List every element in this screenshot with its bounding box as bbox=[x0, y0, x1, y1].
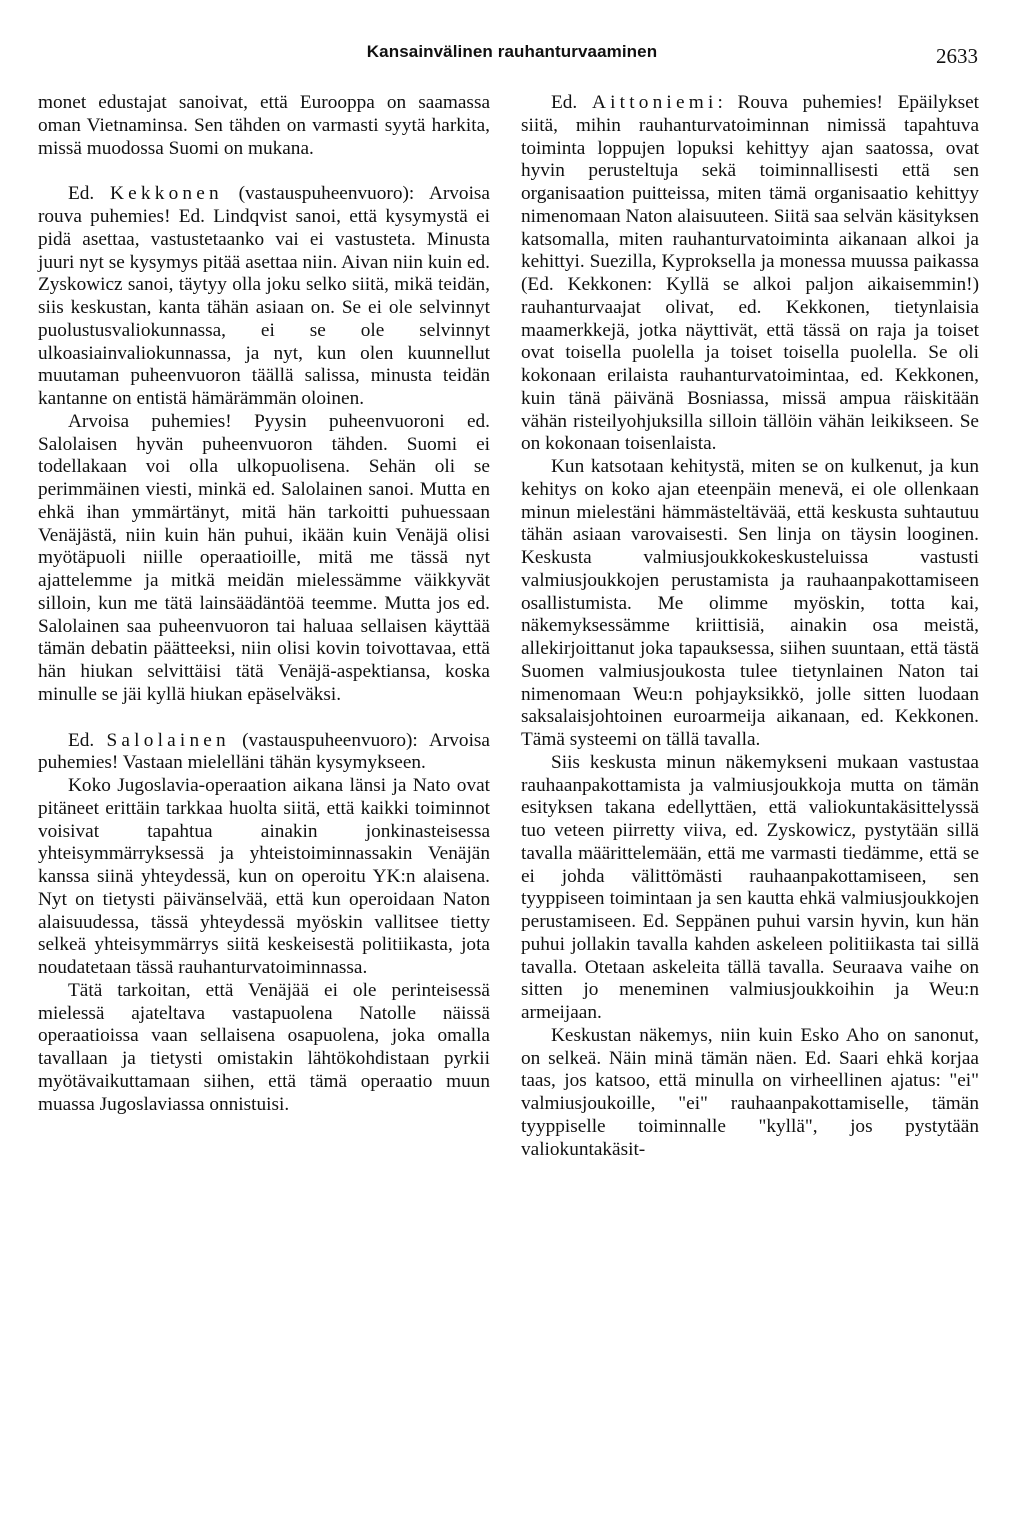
speech-text: : Rouva puhemies! Epäilykset siitä, mihin rauhanturvatoiminnan nimissä tapahtuva toiminta loppujen lopuksi kehittyy ajan saatossa, ovat hyvin perusteltuja sekä toiminnallisesti että sen organisaation puitteissa, miten tämä organisaatio kehittyy nimenomaan Naton alaisuuteen. Siitä saa selvän käsityksen katsomalla, miten rauhanturvatoiminta aikanaan alkoi ja kehittyi. Suezilla, Kyproksella ja monessa muussa paikassa (Ed. Kekkonen: Kyllä se alkoi paljon aikaisemmin!) rauhanturvaajat olivat, ed. Kekkonen, tietynlaisia maamerkkejä, jotka näyttivät, että tässä on raja ja toiset ovat toisella puolella ja toiset toisella puolella. Se oli kokonaan erilaista rauhanturvatoimintaa, ed. Kekkonen, kuin tänä päivänä Bosniassa, missä ampua räiskitään vähän risteilyohjuksilla silloin tällöin vähän leikikseen. Se on kokonaan toisenlaista. bbox=[521, 92, 979, 455]
paragraph: Koko Jugoslavia-operaation aikana länsi ja Nato ovat pitäneet erittäin tarkkaa huolta siitä, että kaikki toiminnot voisivat tapahtua ainakin jonkinasteisessa yhteisymmärryksessä ja yhteistoiminnassakin Venäjän kanssa siinä yhteydessä, kun on operoitu YK:n alaisena. Nyt on tietysti päivänselvää, että kun operoidaan Naton alaisuudessa, tässä yhteydessä myöskin vallitsee tietty selkeä yhteisymmärrys siitä keskeisestä politiikasta, jota noudatetaan tässä rauhanturvatoiminnassa. bbox=[38, 775, 490, 978]
speech-text: (vastauspuheenvuoro): Arvoisa puhemies! Vastaan mielelläni tähän kysymykseen. bbox=[38, 729, 490, 774]
paragraph-gap bbox=[38, 160, 490, 183]
running-header-title: Kansainvälinen rauhanturvaaminen bbox=[366, 42, 658, 61]
speech-prefix: Ed. bbox=[551, 92, 578, 113]
paragraph-gap bbox=[38, 707, 490, 730]
paragraph: Kun katsotaan kehitystä, miten se on kulkenut, ja kun kehitys on koko ajan eteenpäin menevä, ei ole ollenkaan minun mielestäni hämmästeltävää, että keskusta suhtautuu tähän asiaan varovaisesti. Sen linja on täysin looginen. Keskusta valmiusjoukkokeskusteluissa vastusti valmiusjoukkojen perustamista ja rauhaanpakottamiseen osallistumista. Me olimme myöskin, totta kai, näkemyksessämme kriittisiä, ainakin osa meistä, allekirjoittanut joka tapauksessa, siihen suuntaan, että tästä Suomen valmiusjoukosta tulee tietynlainen Naton tai nimenomaan Weu:n pohjayksikkö, jolle sitten luodaan saksalaisjohtoinen euroarmeija aikanaan, ed. Kekkonen. Tämä systeemi on tällä tavalla. bbox=[521, 456, 979, 750]
speech-prefix: Ed. bbox=[68, 183, 95, 205]
left-column bbox=[38, 92, 490, 1116]
paragraph: Siis keskusta minun näkemykseni mukaan vastustaa rauhaanpakottamista ja valmiusjoukkoja mutta on tämän esityksen takana edellyttäen, että valiokuntakäsittelyssä tuo veteen piirretty viiva, ed. Zyskowicz, pystytään sillä tavalla määrittelemään, että me varmasti tiedämme, että se ei johda välittömästi rauhaanpakottamiseen, sen tyyppiseen toimintaan ja sen kautta ehkä valmiusjoukkojen perustamiseen. Ed. Seppänen puhui varsin hyvin, kun hän puhui jollakin tavalla kahden askeleen politiikasta tai sillä tavalla. Otetaan askeleita tällä tavalla. Seuraava vaihe on sitten jo meneminen valmiusjoukkoihin ja Weu:n armeijaan. bbox=[521, 751, 979, 1023]
paragraph: Tätä tarkoitan, että Venäjää ei ole perinteisessä mielessä ajateltava vastapuolena Natolle näissä operaatioissa vaan sellaisena osapuolena, joka omalla tavallaan ja tietysti omistakin lähtökohdistaan pyrkii myötävaikuttamaan siihen, että tämä operaatio muun muassa Jugoslaviassa onnistuisi. bbox=[38, 979, 490, 1115]
speaker-name: Salolainen bbox=[106, 729, 230, 751]
speech-salolainen bbox=[38, 730, 490, 776]
speaker-name: Aittoniemi bbox=[591, 92, 718, 113]
right-column bbox=[521, 92, 979, 1161]
paragraph: Arvoisa puhemies! Pyysin puheenvuoroni ed. Salolaisen hyvän puheenvuoron tähden. Suomi ei todellakaan voi olla ulkopuolisena. Sehän oli se perimmäinen viesti, minkä ed. Salolainen sanoi. Mutta en ehkä ihan ymmärtänyt, mitä hän tarkoitti puhuessaan Venäjästä, niin kuin hän puhui, ikään kuin Venäjä olisi myötäpuoli niille operaatioille, mitä me tässä nyt ajattelemme ja mitkä meidän mielessämme väikkyvät silloin, kun me tätä lainsäädäntöä teemme. Mutta jos ed. Salolainen saa puheenvuoron tai haluaa sellaisen käyttää tämän debatin päätteeksi, niin olisi kovin toivottavaa, että hän hiukan selvittäisi tätä Venäjä-aspektiansa, koska minulle se jäi kyllä hiukan epäselväksi. bbox=[38, 410, 490, 705]
paragraph: Keskustan näkemys, niin kuin Esko Aho on sanonut, on selkeä. Näin minä tämän näen. Ed. Saari ehkä korjaa taas, jos katsoo, että minulla on virheellinen ajatus: "ei" valmiusjoukoille, "ei" rauhaanpakottamiselle, tämän tyyppiselle toiminnalle "kyllä", jos pystytään valiokuntakäsit- bbox=[521, 1024, 979, 1160]
page-number: 2633 bbox=[936, 44, 978, 68]
paragraph-continuation: monet edustajat sanoivat, että Eurooppa on saamassa oman Vietnaminsa. Sen tähden on varmasti syytä harkita, missä muodossa Suomi on mukana. bbox=[38, 92, 490, 159]
speech-prefix: Ed. bbox=[68, 729, 95, 751]
speech-kekkonen bbox=[38, 183, 490, 411]
speech-aittoniemi bbox=[521, 92, 979, 456]
speaker-name: Kekkonen bbox=[110, 183, 223, 205]
speech-text: (vastauspuheenvuoro): Arvoisa rouva puhemies! Ed. Lindqvist sanoi, että kysymystä ei pidä asettaa, vastustetaanko vai ei vastusteta. Minusta juuri nyt se kysymys pitää asettaa niin. Aivan niin kuin ed. Zyskowicz sanoi, täytyy olla joku selko siitä, mikä teidän, siis keskustan, kanta tähän asiaan on. Se ei ole selvinnyt puolustusvaliokunnassa, ei se ole selvinnyt ulkoasiainvaliokunnassa, ja nyt, kun olen kuunnellut muutaman puheenvuoron täällä salissa, minusta teidän kantanne on entistä hämärämmän oloinen. bbox=[38, 183, 490, 409]
